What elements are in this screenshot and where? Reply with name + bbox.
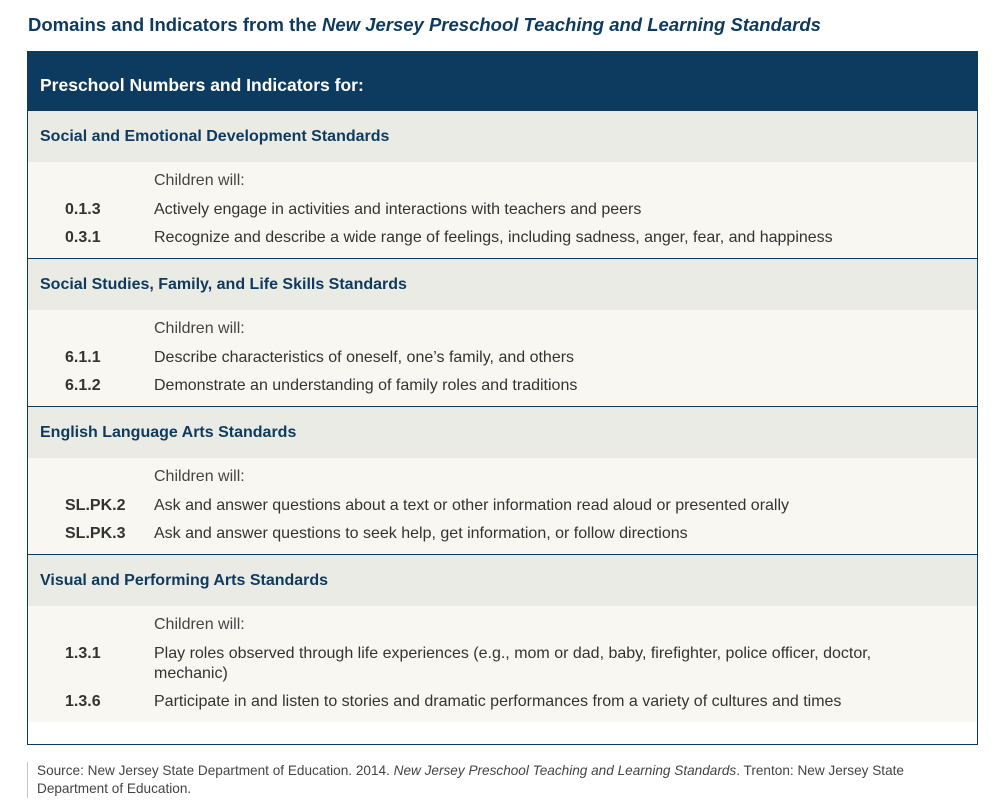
indicator-code: 1.3.6 [65,693,101,710]
domain-body [28,310,977,406]
source-note [27,762,952,798]
domain-body [28,458,977,554]
source-prefix: Source: New Jersey State Department of Education. 2014. [37,763,394,778]
figure-title [28,14,821,36]
indicator-code: SL.PK.2 [65,496,126,514]
figure-title-prefix: Domains and Indicators from the [28,14,322,35]
indicator-code: SL.PK.3 [65,525,126,542]
domain-body [28,606,977,722]
source-suffix: . Trenton: New Jersey State Department of Education. [37,763,904,796]
domain-section [28,258,977,406]
indicator-text: Participate in and listen to stories and dramatic performances from a variety of cultures and times [154,693,842,710]
domain-body [28,162,977,258]
figure-title-italic: New Jersey Preschool Teaching and Learning Standards [322,14,821,35]
intro-row [28,171,977,191]
intro-row [28,467,977,487]
indicator-code: 6.1.2 [65,377,101,394]
standards-table [27,51,978,745]
indicator-row [28,348,977,368]
domain-section [28,554,977,722]
indicator-row [28,644,977,684]
intro-label: Children will: [154,616,245,633]
domain-section [28,111,977,258]
indicator-row [28,524,977,544]
domain-heading: Visual and Performing Arts Standards [28,555,977,606]
indicator-text: Demonstrate an understanding of family roles and traditions [154,377,578,394]
indicator-row [28,376,977,396]
domain-section [28,406,977,554]
domain-heading: English Language Arts Standards [28,407,977,458]
indicator-text: Describe characteristics of oneself, one’s family, and others [154,348,575,366]
indicator-code: 0.3.1 [65,229,101,246]
indicator-text: Play roles observed through life experiences (e.g., mom or dad, baby, firefighter, police officer, doctor, mechanic) [154,644,872,682]
intro-label: Children will: [154,320,245,337]
indicator-row [28,496,977,516]
indicator-row [28,200,977,220]
indicator-row [28,692,977,712]
intro-row [28,319,977,339]
table-header: Preschool Numbers and Indicators for: [28,52,977,111]
intro-label: Children will: [154,468,245,485]
indicator-text: Actively engage in activities and interactions with teachers and peers [154,200,642,218]
indicator-code: 6.1.1 [65,348,101,366]
indicator-code: 1.3.1 [65,644,101,662]
domain-heading: Social Studies, Family, and Life Skills Standards [28,259,977,310]
indicator-text: Ask and answer questions to seek help, get information, or follow directions [154,525,688,542]
indicator-text: Recognize and describe a wide range of feelings, including sadness, anger, fear, and happiness [154,229,833,246]
intro-row [28,615,977,635]
indicator-text: Ask and answer questions about a text or other information read aloud or presented orally [154,496,790,514]
indicator-code: 0.1.3 [65,200,101,218]
intro-label: Children will: [154,172,245,189]
domain-heading: Social and Emotional Development Standards [28,111,977,162]
source-italic: New Jersey Preschool Teaching and Learning Standards [393,763,737,778]
indicator-row [28,228,977,248]
